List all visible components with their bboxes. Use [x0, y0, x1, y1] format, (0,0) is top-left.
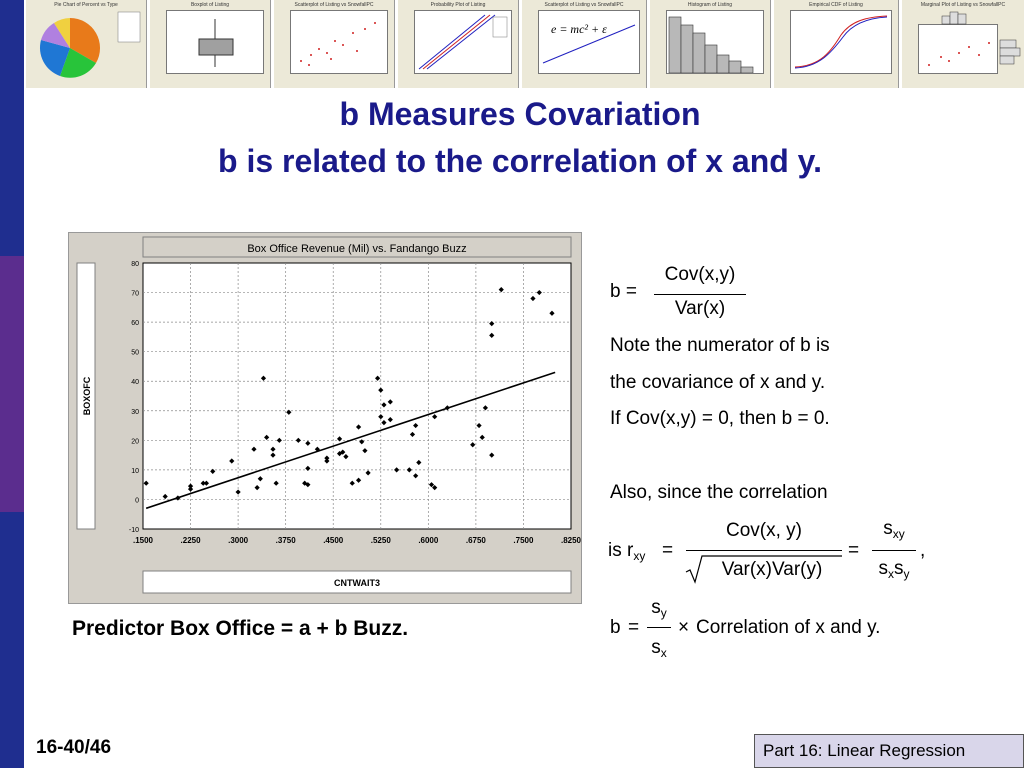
fraction-line-4 [647, 627, 671, 628]
left-accent-bar [0, 0, 24, 768]
also-text: Also, since the correlation [610, 482, 828, 503]
fraction-line-1 [654, 294, 746, 295]
sqrt-var-denominator: Var(x)Var(y) [721, 559, 823, 580]
thumb-probability-plot [398, 0, 519, 88]
histogram-thumbnail [667, 11, 763, 73]
chart-title: Box Office Revenue (Mil) vs. Fandango Buzz [247, 243, 467, 255]
probability-plot-thumbnail [415, 11, 511, 73]
s-xy-numerator: $s_{xy}$ [883, 518, 905, 541]
cdf-thumbnail [791, 11, 891, 73]
y-axis-label: BOXOFC [82, 376, 92, 416]
thumb-empirical-cdf [774, 0, 899, 88]
y-tick-label: 10 [131, 467, 139, 475]
var-denominator: Var(x) [674, 298, 726, 319]
b-label-2: b [610, 617, 621, 638]
y-tick-label: 40 [131, 379, 139, 387]
thumb-title: Boxplot of Listing [190, 2, 230, 8]
marginal-histograms [902, 0, 1024, 88]
thumb-title: Empirical CDF of Listing [809, 2, 863, 8]
y-tick-label: -10 [128, 527, 139, 534]
s-y-numerator: $s_y$ [651, 597, 667, 620]
y-tick-label: 80 [131, 261, 139, 268]
y-tick-label: 60 [131, 320, 139, 328]
r-label: is $r_{xy}$ [608, 540, 646, 563]
fraction-line-3 [872, 550, 916, 551]
left-bar-bottom [0, 512, 24, 768]
scatter-equation-thumbnail [539, 11, 639, 73]
note-line-1: Note the numerator of b is [610, 335, 830, 356]
comma: , [920, 540, 926, 561]
pie-chart-thumbnail [26, 0, 146, 88]
thumb-equation: e = mc² + ε [551, 22, 607, 36]
thumb-title: Histogram of Listing [687, 2, 733, 8]
equals-sign-2: = [848, 540, 860, 561]
part-label-box: Part 16: Linear Regression [754, 734, 1024, 768]
thumb-scatter-equation [522, 0, 647, 88]
boxplot-thumbnail [167, 11, 263, 73]
thumb-title: Pie Chart of Percent vs Type [54, 2, 118, 8]
cov-xy-numerator: Cov(x, y) [726, 520, 802, 541]
fraction-line-2 [686, 550, 842, 551]
equals-sign-1: = [662, 540, 674, 561]
y-tick-label: 70 [131, 290, 139, 298]
scatter-chart [69, 233, 581, 603]
thumb-title: Scatterplot of Listing vs SnowfallPC [294, 2, 374, 8]
s-x-denominator: $s_x$ [651, 637, 667, 660]
x-tick-label: .1500 [132, 536, 154, 545]
x-tick-label: .5250 [370, 536, 391, 545]
thumb-title: Marginal Plot of Listing vs SnowfallPC [920, 2, 1006, 8]
scatter-figure [68, 232, 582, 604]
equals-sign-3: = [628, 617, 640, 638]
x-tick-label: .3750 [275, 536, 296, 545]
slide-title-line2: b is related to the correlation of x and y. [218, 143, 822, 179]
x-axis-label: CNTWAIT3 [334, 578, 380, 588]
left-bar-middle [0, 256, 24, 512]
slide-title-line1: b Measures Covariation [339, 96, 701, 132]
scatter-thumbnail [291, 11, 387, 73]
thumb-title: Scatterplot of Listing vs SnowfallPC [544, 2, 624, 8]
note-line-3: If Cov(x,y) = 0, then b = 0. [610, 408, 830, 429]
y-tick-label: 20 [131, 438, 139, 446]
thumb-marginal-plot [902, 0, 1024, 88]
x-tick-label: .6000 [418, 536, 439, 545]
thumb-title: Probability Plot of Listing [430, 2, 486, 8]
plot-area [143, 263, 571, 529]
cov-numerator: Cov(x,y) [664, 264, 736, 285]
times-sign: × [678, 617, 690, 638]
sx-sy-denominator: $s_xs_y$ [878, 558, 910, 581]
b-label: b = [610, 281, 637, 302]
x-tick-label: .4500 [323, 536, 344, 545]
x-tick-label: .8250 [560, 536, 581, 545]
x-tick-label: .7500 [513, 536, 534, 545]
thumb-boxplot [150, 0, 271, 88]
x-tick-label: .6750 [465, 536, 486, 545]
correlation-text: Correlation of x and y. [696, 617, 881, 638]
y-tick-label: 30 [131, 408, 139, 416]
x-tick-label: .3000 [228, 536, 249, 545]
predictor-caption: Predictor Box Office = a + b Buzz. [72, 617, 409, 640]
thumbnail-strip [24, 0, 1024, 88]
left-bar-top [0, 0, 24, 256]
thumb-histogram [650, 0, 771, 88]
y-tick-label: 0 [135, 497, 139, 505]
slide-number: 16-40/46 [36, 737, 112, 758]
thumb-scatter [274, 0, 395, 88]
y-tick-label: 50 [131, 349, 139, 357]
note-line-2: the covariance of x and y. [610, 372, 826, 393]
thumb-pie-chart [26, 0, 147, 88]
x-tick-label: .2250 [180, 536, 201, 545]
